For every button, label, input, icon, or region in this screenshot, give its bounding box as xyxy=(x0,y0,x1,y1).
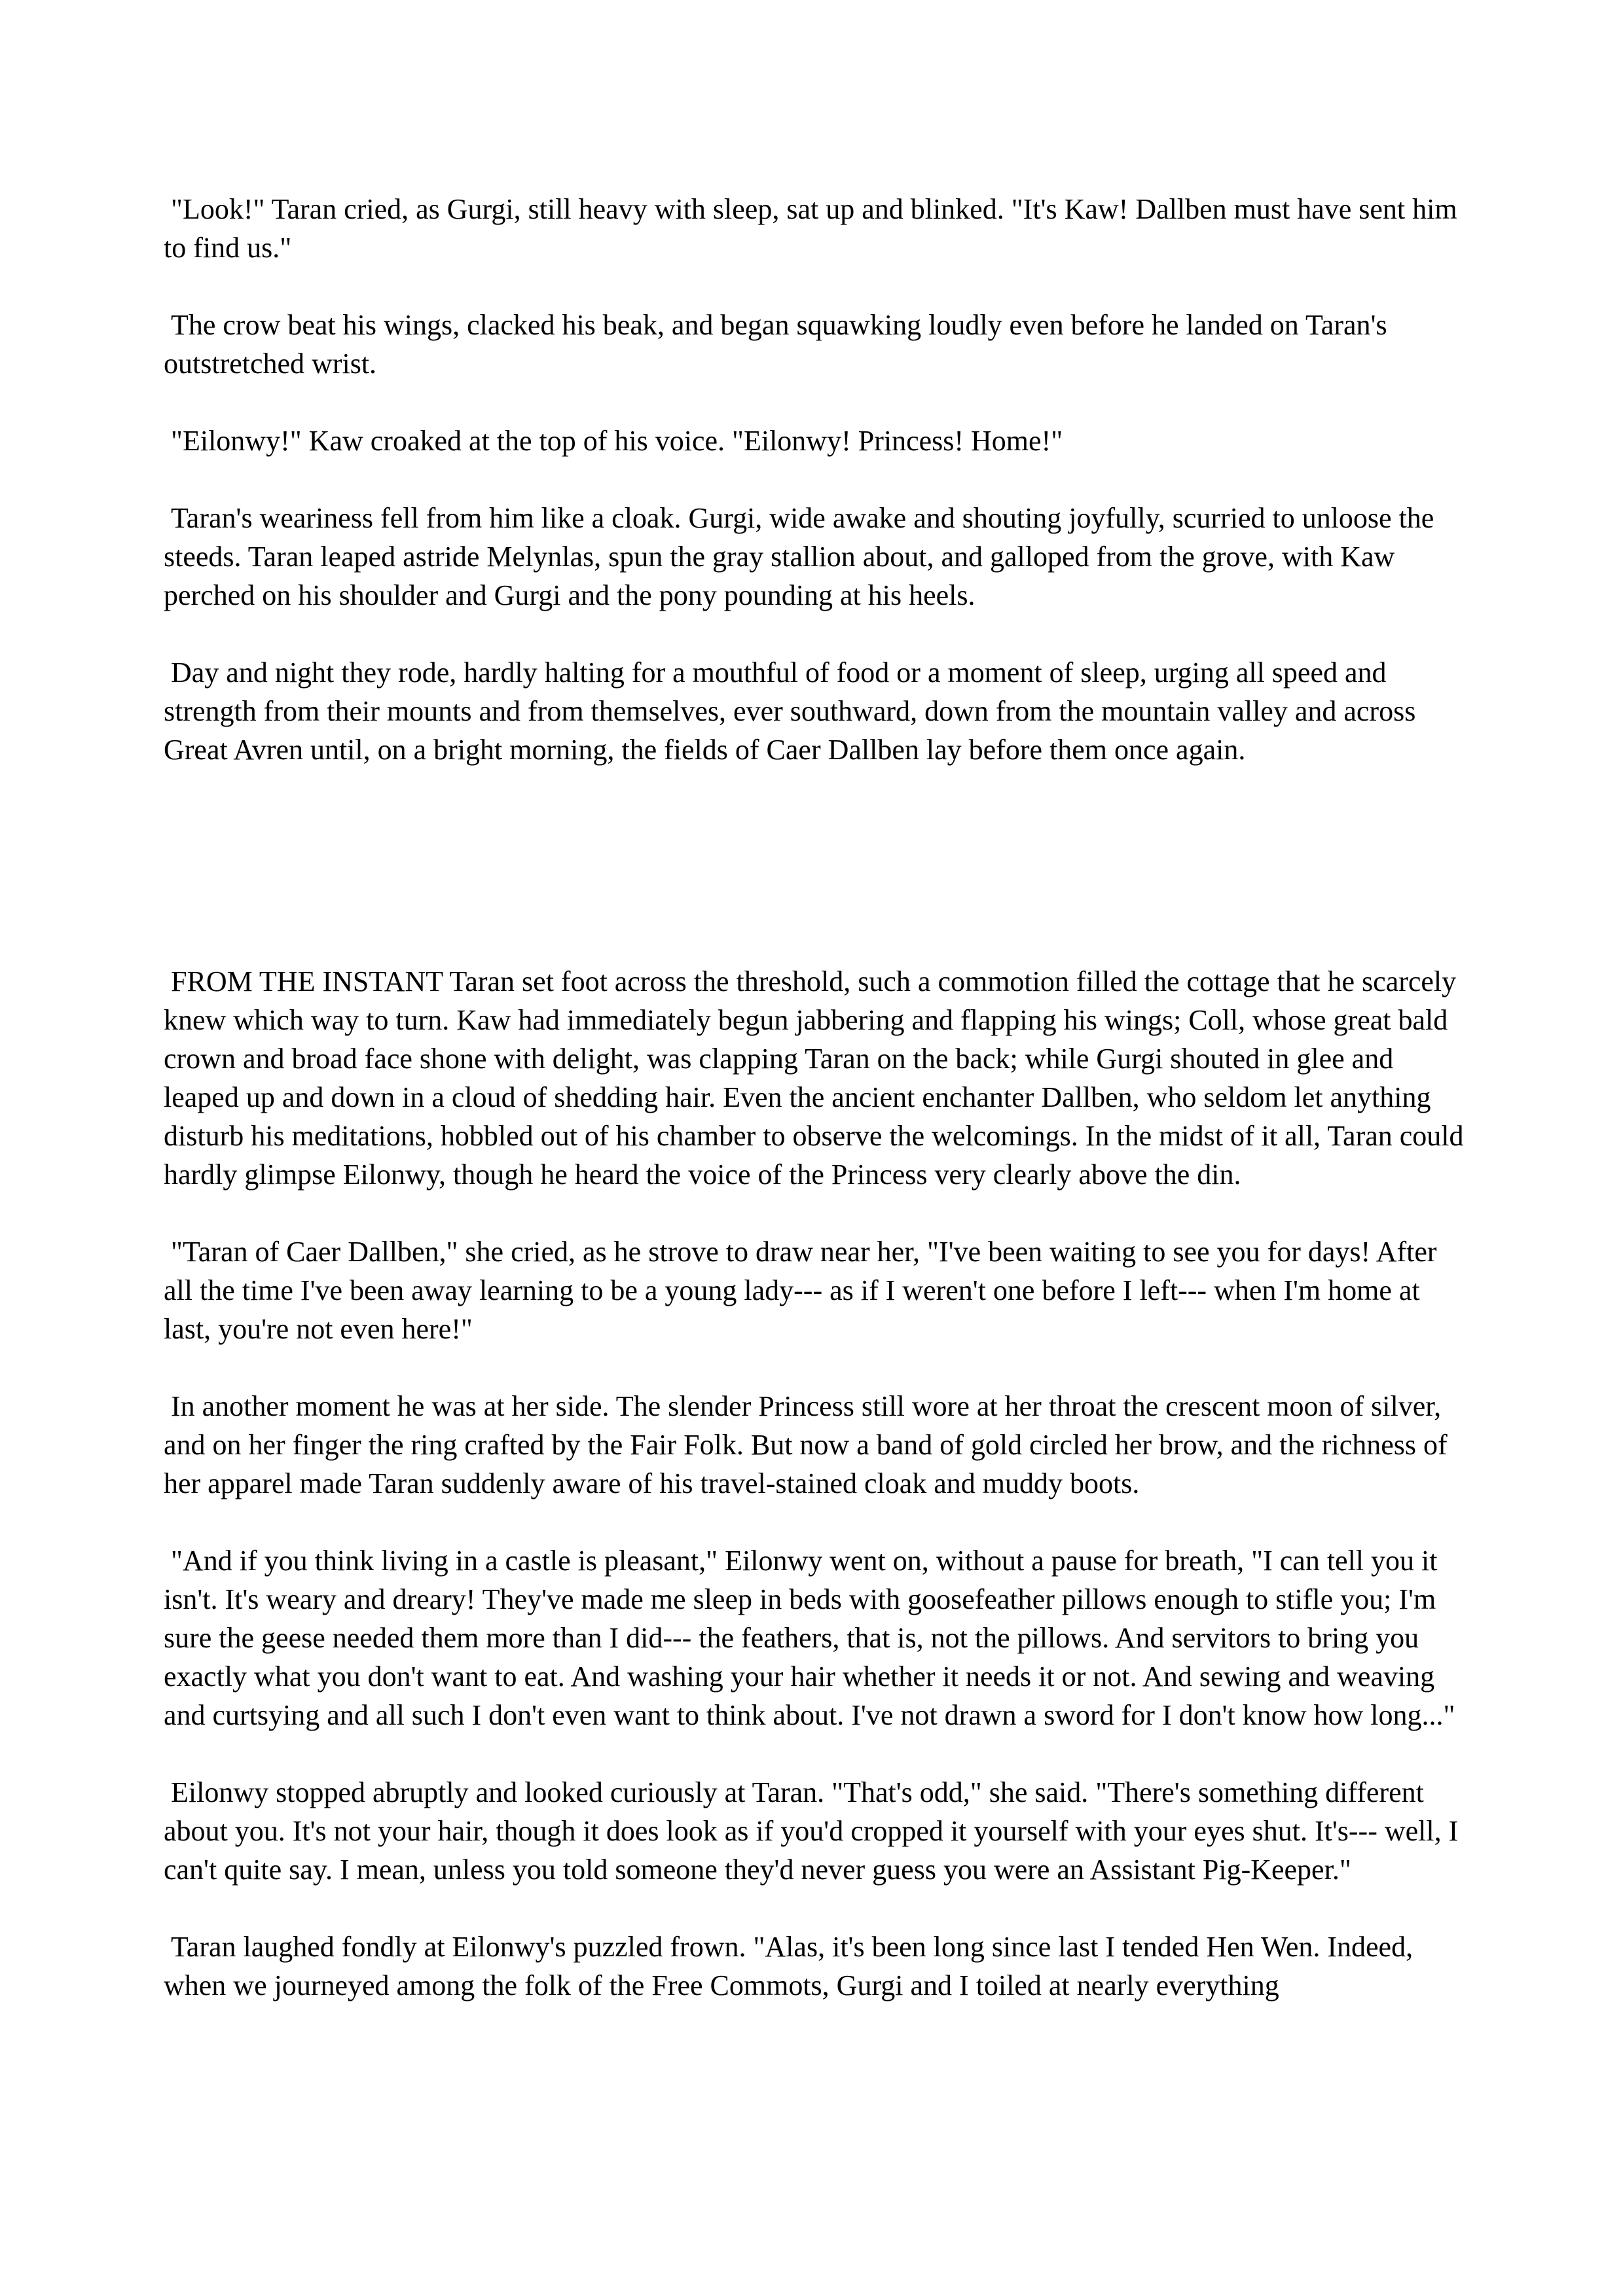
paragraph: Taran laughed fondly at Eilonwy's puzzled frown. "Alas, it's been long since last I tended Hen Wen. Indeed, when we journeyed among the folk of the Free Commots, Gurgi and I toiled at nearly everything xyxy=(164,1931,1421,2001)
paragraph: "Taran of Caer Dallben," she cried, as he strove to draw near her, "I've been waiting to see you for days! After all the time I've been away learning to be a young lady--- as if I weren't one before I left--- when I'm home at last, you're not even here!" xyxy=(164,1236,1444,1345)
paragraph: Taran's weariness fell from him like a cloak. Gurgi, wide awake and shouting joyfully, scurried to unloose the steeds. Taran leaped astride Melynlas, spun the gray stallion about, and galloped from the grove, with Kaw perched on his shoulder and Gurgi and the pony pounding at his heels. xyxy=(164,502,1442,611)
paragraph: "Look!" Taran cried, as Gurgi, still heavy with sleep, sat up and blinked. "It's Kaw! Dallben must have sent him to find us." xyxy=(164,193,1465,264)
book-page xyxy=(164,190,1471,2043)
paragraph: Day and night they rode, hardly halting for a mouthful of food or a moment of sleep, urging all speed and strength from their mounts and from themselves, ever southward, down from the mountain valley and across Great Avren until, on a bright morning, the fields of Caer Dallben lay before them once again. xyxy=(164,656,1423,766)
section-break xyxy=(164,808,1467,962)
paragraph: Eilonwy stopped abruptly and looked curiously at Taran. "That's odd," she said. "There's something different about you. It's not your hair, though it does look as if you'd cropped it yourself with your eyes shut. It's--- well, I can't quite say. I mean, unless you told someone they'd never guess you were an Assistant Pig-Keeper." xyxy=(164,1776,1466,1886)
paragraph: In another moment he was at her side. The slender Princess still wore at her throat the crescent moon of silver, and on her finger the ring crafted by the Fair Folk. But now a band of gold circled her brow, and the richness of her apparel made Taran suddenly aware of his travel-stained cloak and muddy boots. xyxy=(164,1390,1455,1499)
paragraph: The crow beat his wings, clacked his beak, and began squawking loudly even before he landed on Taran's outstretched wrist. xyxy=(164,309,1395,380)
paragraph: FROM THE INSTANT Taran set foot across the threshold, such a commotion filled the cottage that he scarcely knew which way to turn. Kaw had immediately begun jabbering and flapping his wings; Coll, whose great bald crown and broad face shone with delight, was clapping Taran on the back; while Gurgi shouted in glee and leaped up and down in a cloud of shedding hair. Even the ancient enchanter Dallben, who seldom let anything disturb his meditations, hobbled out of his chamber to observe the welcomings. In the midst of it all, Taran could hardly glimpse Eilonwy, though he heard the voice of the Princess very clearly above the din. xyxy=(164,965,1471,1191)
paragraph: "Eilonwy!" Kaw croaked at the top of his voice. "Eilonwy! Princess! Home!" xyxy=(164,425,1063,457)
paragraph: "And if you think living in a castle is pleasant," Eilonwy went on, without a pause for breath, "I can tell you it isn't. It's weary and dreary! They've made me sleep in beds with goosefeather pillows enough to stifle you; I'm sure the geese needed them more than I did--- the feathers, that is, not the pillows. And servitors to bring you exactly what you don't want to eat. And washing your hair whether it needs it or not. And sewing and weaving and curtsying and all such I don't even want to think about. I've not drawn a sword for I don't know how long..." xyxy=(164,1545,1455,1731)
